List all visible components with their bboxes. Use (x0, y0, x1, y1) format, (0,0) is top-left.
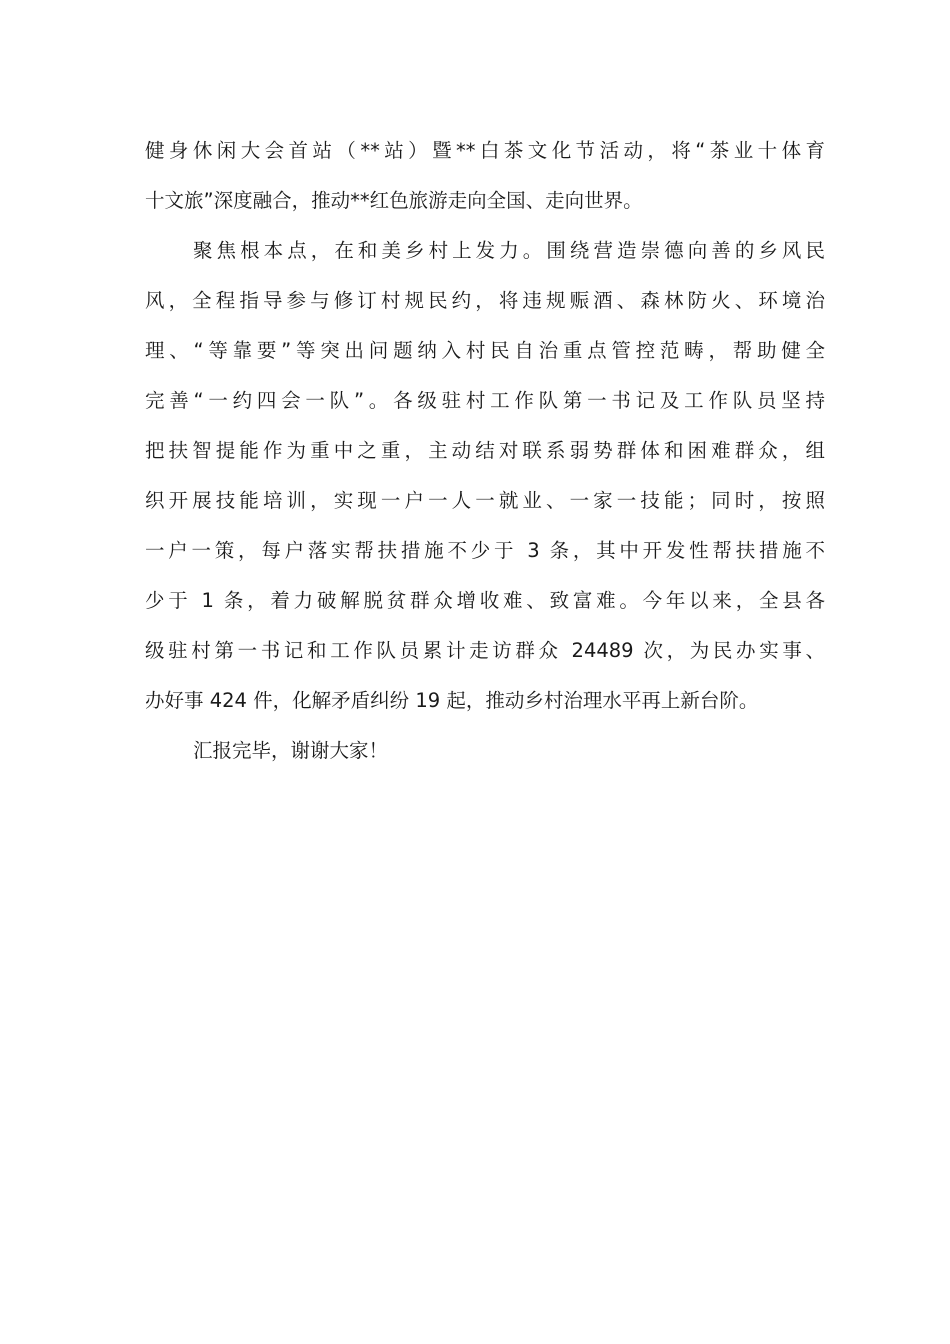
text-line-10: 少于 1 条，着力破解脱贫群众增收难、致富难。今年以来，全县各 (145, 589, 825, 612)
text-line-3: 聚焦根本点，在和美乡村上发力。围绕营造崇德向善的乡风民 (193, 239, 825, 262)
text-line-12: 办好事 424 件，化解矛盾纠纷 19 起，推动乡村治理水平再上新台阶。 (145, 689, 759, 712)
text-line-1: 健身休闲大会首站（**站）暨**白茶文化节活动，将“茶业十体育 (145, 139, 825, 162)
text-line-9: 一户一策，每户落实帮扶措施不少于 3 条，其中开发性帮扶措施不 (145, 539, 825, 562)
text-line-7: 把扶智提能作为重中之重，主动结对联系弱势群体和困难群众，组 (145, 439, 825, 462)
text-line-2: 十文旅”深度融合，推动**红色旅游走向全国、走向世界。 (145, 189, 643, 212)
text-line-6: 完善“一约四会一队”。各级驻村工作队第一书记及工作队员坚持 (145, 389, 825, 412)
text-line-5: 理、“等靠要”等突出问题纳入村民自治重点管控范畴，帮助健全 (145, 339, 825, 362)
text-line-8: 织开展技能培训，实现一户一人一就业、一家一技能；同时，按照 (145, 489, 825, 512)
text-line-11: 级驻村第一书记和工作队员累计走访群众 24489 次，为民办实事、 (145, 639, 825, 662)
text-line-4: 风，全程指导参与修订村规民约，将违规赈酒、森林防火、环境治 (145, 289, 825, 312)
closing-line: 汇报完毕，谢谢大家！ (193, 739, 389, 762)
